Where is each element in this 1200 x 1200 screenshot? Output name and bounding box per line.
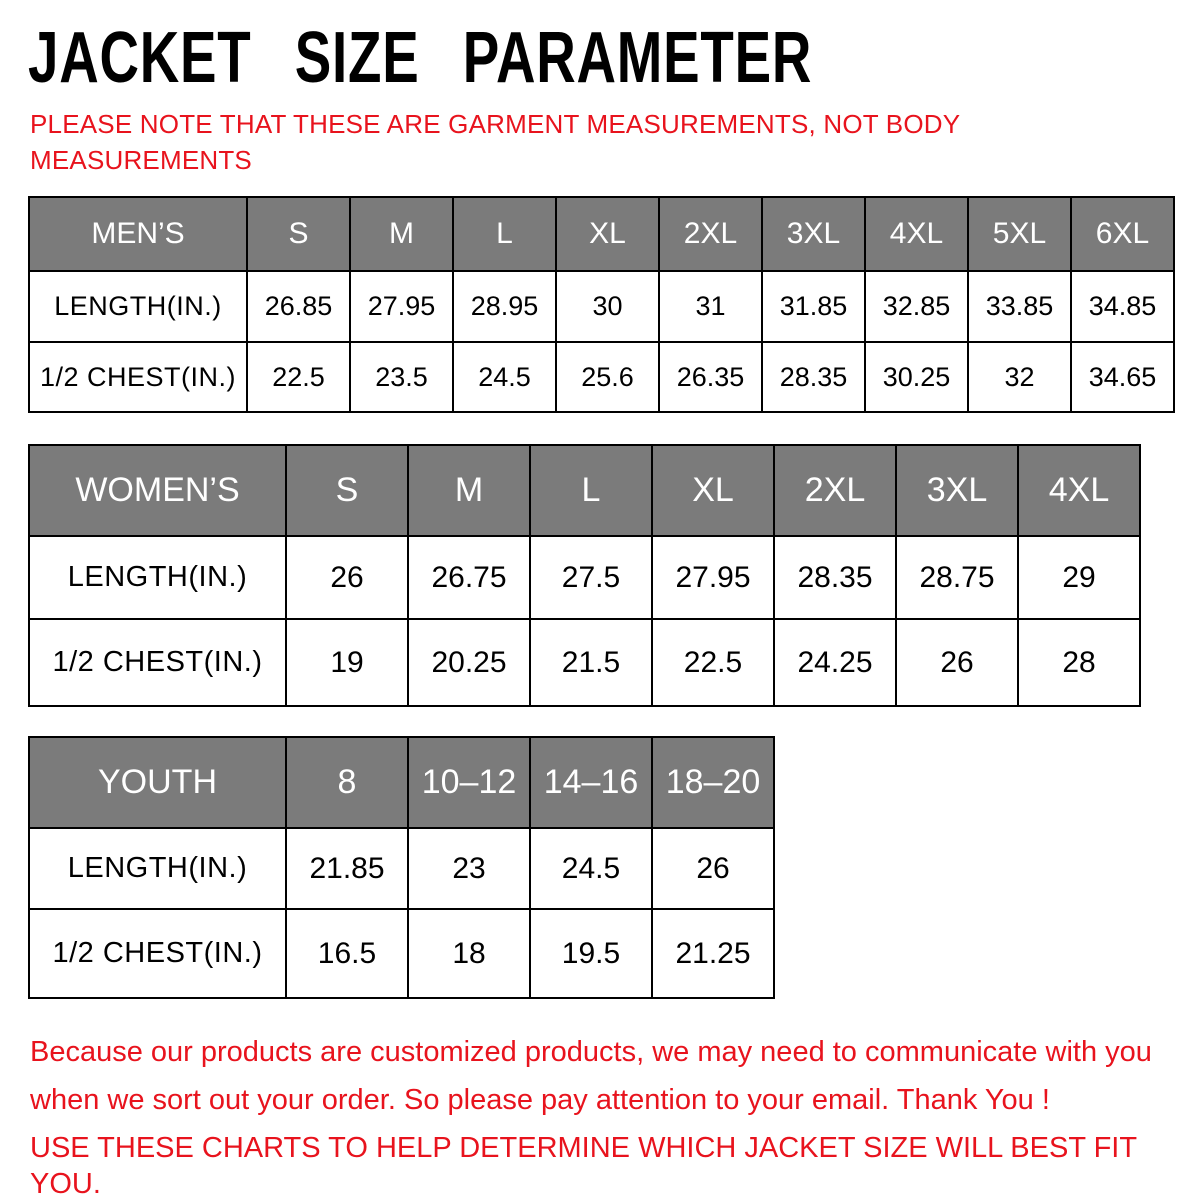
womens-value-cell: 26	[286, 536, 408, 619]
youth-row-label: 1/2 CHEST(IN.)	[29, 909, 286, 998]
mens-value-cell: 30	[556, 271, 659, 342]
mens-value-cell: 30.25	[865, 342, 968, 412]
mens-value-cell: 25.6	[556, 342, 659, 412]
youth-value-cell: 21.85	[286, 828, 408, 909]
mens-value-cell: 27.95	[350, 271, 453, 342]
youth-value-cell: 26	[652, 828, 774, 909]
youth-header-size: 8	[286, 737, 408, 828]
youth-value-cell: 18	[408, 909, 530, 998]
womens-table	[28, 444, 1141, 707]
mens-header-title: MEN’S	[29, 197, 247, 271]
mens-value-cell: 31.85	[762, 271, 865, 342]
womens-header-size: XL	[652, 445, 774, 536]
womens-row-label: 1/2 CHEST(IN.)	[29, 619, 286, 706]
womens-value-cell: 20.25	[408, 619, 530, 706]
mens-value-cell: 31	[659, 271, 762, 342]
womens-header-size: M	[408, 445, 530, 536]
mens-header-size: 2XL	[659, 197, 762, 271]
mens-header-size: 3XL	[762, 197, 865, 271]
womens-row-label: LENGTH(IN.)	[29, 536, 286, 619]
mens-value-cell: 33.85	[968, 271, 1071, 342]
youth-size-table	[28, 736, 775, 999]
mens-value-cell: 22.5	[247, 342, 350, 412]
womens-value-cell: 28	[1018, 619, 1140, 706]
youth-value-cell: 24.5	[530, 828, 652, 909]
youth-value-cell: 21.25	[652, 909, 774, 998]
mens-row-label: LENGTH(IN.)	[29, 271, 247, 342]
use-charts-note: USE THESE CHARTS TO HELP DETERMINE WHICH JACKET SIZE WILL BEST FIT YOU.	[30, 1132, 1137, 1200]
womens-value-cell: 27.5	[530, 536, 652, 619]
youth-value-cell: 19.5	[530, 909, 652, 998]
mens-value-cell: 23.5	[350, 342, 453, 412]
youth-row-label: LENGTH(IN.)	[29, 828, 286, 909]
customized-products-note: Because our products are customized products, we may need to communicate with you when we sort out your order. So please pay attention to your email. Thank You !	[30, 1036, 1152, 1116]
mens-value-cell: 26.35	[659, 342, 762, 412]
womens-header-size: 2XL	[774, 445, 896, 536]
womens-value-cell: 26.75	[408, 536, 530, 619]
mens-value-cell: 32.85	[865, 271, 968, 342]
womens-value-cell: 24.25	[774, 619, 896, 706]
womens-header-title: WOMEN’S	[29, 445, 286, 536]
mens-row-label: 1/2 CHEST(IN.)	[29, 342, 247, 412]
womens-header-size: 3XL	[896, 445, 1018, 536]
womens-header-size: 4XL	[1018, 445, 1140, 536]
womens-value-cell: 19	[286, 619, 408, 706]
mens-header-size: 6XL	[1071, 197, 1174, 271]
mens-header-size: 5XL	[968, 197, 1071, 271]
youth-header-size: 10–12	[408, 737, 530, 828]
youth-header-size: 18–20	[652, 737, 774, 828]
womens-value-cell: 28.35	[774, 536, 896, 619]
mens-value-cell: 34.65	[1071, 342, 1174, 412]
womens-value-cell: 29	[1018, 536, 1140, 619]
mens-value-cell: 24.5	[453, 342, 556, 412]
youth-header-title: YOUTH	[29, 737, 286, 828]
mens-value-cell: 28.95	[453, 271, 556, 342]
mens-header-size: S	[247, 197, 350, 271]
mens-value-cell: 34.85	[1071, 271, 1174, 342]
youth-header-size: 14–16	[530, 737, 652, 828]
mens-header-size: XL	[556, 197, 659, 271]
page-title-text: JACKET SIZE PARAMETER	[28, 18, 813, 98]
youth-table	[28, 736, 775, 999]
womens-value-cell: 22.5	[652, 619, 774, 706]
womens-header-size: L	[530, 445, 652, 536]
mens-size-table	[28, 196, 1175, 413]
garment-measurement-note: PLEASE NOTE THAT THESE ARE GARMENT MEASUREMENTS, NOT BODY MEASUREMENTS	[30, 109, 961, 175]
youth-value-cell: 16.5	[286, 909, 408, 998]
womens-value-cell: 27.95	[652, 536, 774, 619]
womens-value-cell: 28.75	[896, 536, 1018, 619]
womens-value-cell: 26	[896, 619, 1018, 706]
womens-value-cell: 21.5	[530, 619, 652, 706]
mens-value-cell: 28.35	[762, 342, 865, 412]
page-title	[28, 18, 1060, 98]
mens-value-cell: 26.85	[247, 271, 350, 342]
womens-size-table	[28, 444, 1141, 707]
mens-header-size: L	[453, 197, 556, 271]
mens-header-size: M	[350, 197, 453, 271]
youth-value-cell: 23	[408, 828, 530, 909]
womens-header-size: S	[286, 445, 408, 536]
mens-header-size: 4XL	[865, 197, 968, 271]
mens-table	[28, 196, 1175, 413]
mens-value-cell: 32	[968, 342, 1071, 412]
